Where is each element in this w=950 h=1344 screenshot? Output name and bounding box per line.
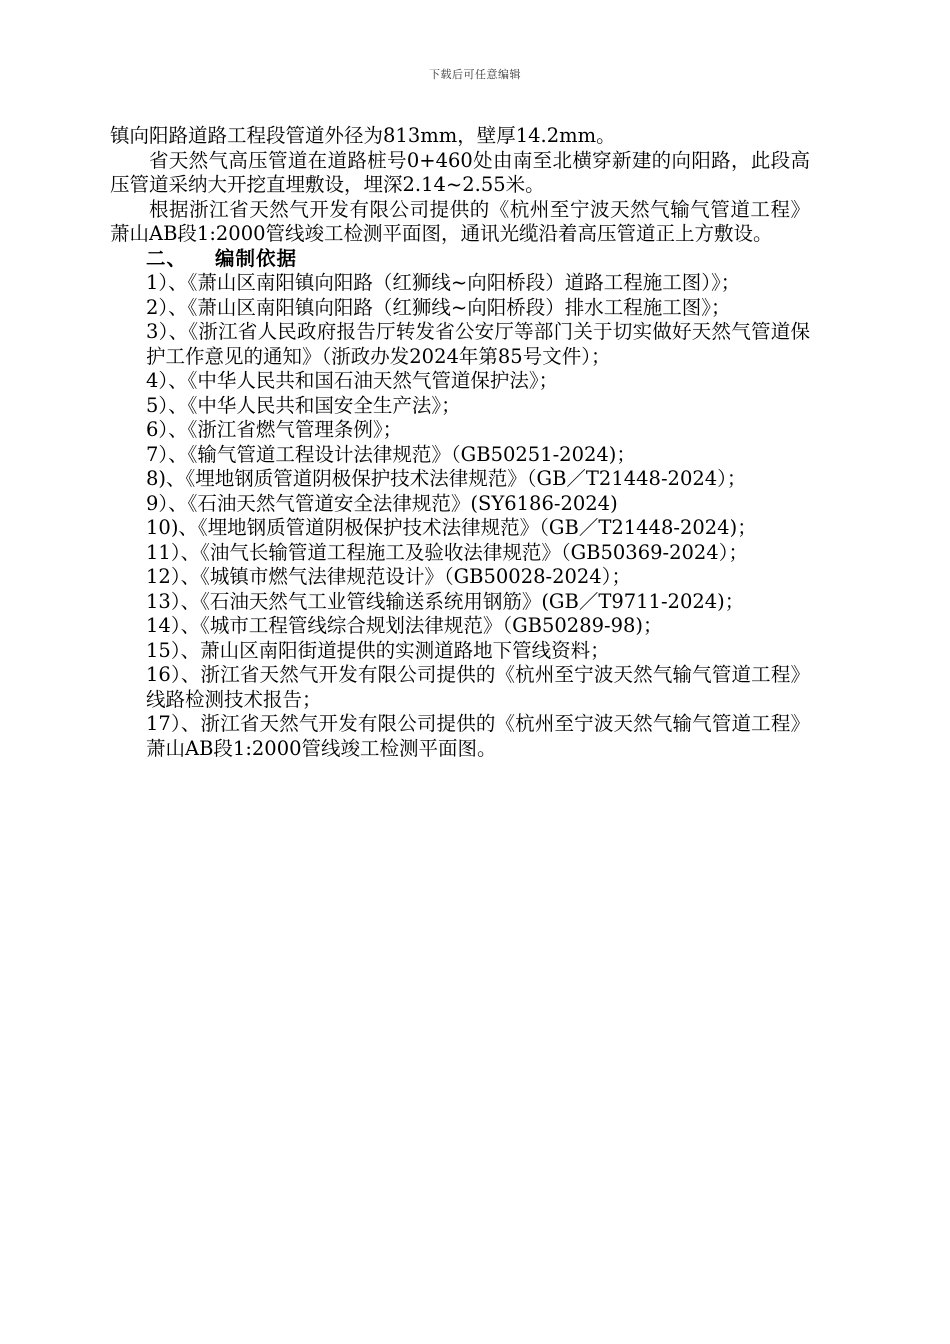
- paragraph-optical-cable: 根据浙江省天然气开发有限公司提供的《杭州至宁波天然气输气管道工程》萧山AB段1:2000管线竣工检测平面图，通讯光缆沿着高压管道正上方敷设。: [110, 197, 810, 245]
- header-note: 下载后可任意编辑: [429, 68, 521, 81]
- reference-item: 10)、《埋地钢质管道阴极保护技术法律规范》（GB／T21448-2024)；: [146, 516, 757, 539]
- reference-item: 14）、《城市工程管线综合规划法律规范》（GB50289-98)；: [146, 614, 663, 637]
- reference-item: 4）、《中华人民共和国石油天然气管道保护法》；: [146, 369, 559, 392]
- section-number: 二、: [146, 246, 188, 270]
- paragraph-pipe-crossing: 省天然气高压管道在道路桩号0+460处由南至北横穿新建的向阳路，此段高压管道采纳大开挖直埋敷设，埋深2.14~2.55米。: [110, 148, 810, 196]
- reference-item: 8)、《埋地钢质管道阴极保护技术法律规范》（GB／T21448-2024）；: [146, 467, 747, 490]
- reference-item: 9）、《石油天然气管道安全法律规范》(SY6186-2024): [146, 491, 618, 515]
- reference-item: 6）、《浙江省燃气管理条例》；: [146, 418, 403, 441]
- document-body: [110, 124, 810, 761]
- reference-item: 5）、《中华人民共和国安全生产法》；: [146, 393, 461, 417]
- reference-item: 12）、《城镇市燃气法律规范设计》（GB50028-2024）；: [146, 565, 631, 588]
- section-heading: [110, 247, 810, 272]
- section-title: 编制依据: [215, 246, 298, 270]
- reference-item: 13）、《石油天然气工业管线输送系统用钢筋》(GB／T9711-2024)；: [146, 589, 745, 613]
- paragraph-pipe-diameter: 镇向阳路道路工程段管道外径为813mm，壁厚14.2mm。: [110, 124, 616, 147]
- reference-item: 2）、《萧山区南阳镇向阳路（红狮线~向阳桥段）排水工程施工图》；: [146, 295, 731, 319]
- reference-item: 7）、《输气管道工程设计法律规范》（GB50251-2024)；: [146, 442, 636, 466]
- reference-item: 16）、浙江省天然气开发有限公司提供的《杭州至宁波天然气输气管道工程》线路检测技术报告；: [146, 663, 810, 711]
- reference-item: 11）、《油气长输管道工程施工及验收法律规范》（GB50369-2024）；: [146, 540, 748, 564]
- reference-item: 3）、《浙江省人民政府报告厅转发省公安厅等部门关于切实做好天然气管道保护工作意见的通知》（浙政办发2024年第85号文件）；: [146, 320, 810, 368]
- reference-list: [110, 271, 810, 761]
- reference-item: 15）、萧山区南阳街道提供的实测道路地下管线资料；: [146, 638, 610, 662]
- reference-item: 1）、《萧山区南阳镇向阳路（红狮线~向阳桥段）道路工程施工图）》；: [146, 271, 741, 294]
- reference-item: 17）、浙江省天然气开发有限公司提供的《杭州至宁波天然气输气管道工程》萧山AB段1:2000管线竣工检测平面图。: [146, 712, 810, 760]
